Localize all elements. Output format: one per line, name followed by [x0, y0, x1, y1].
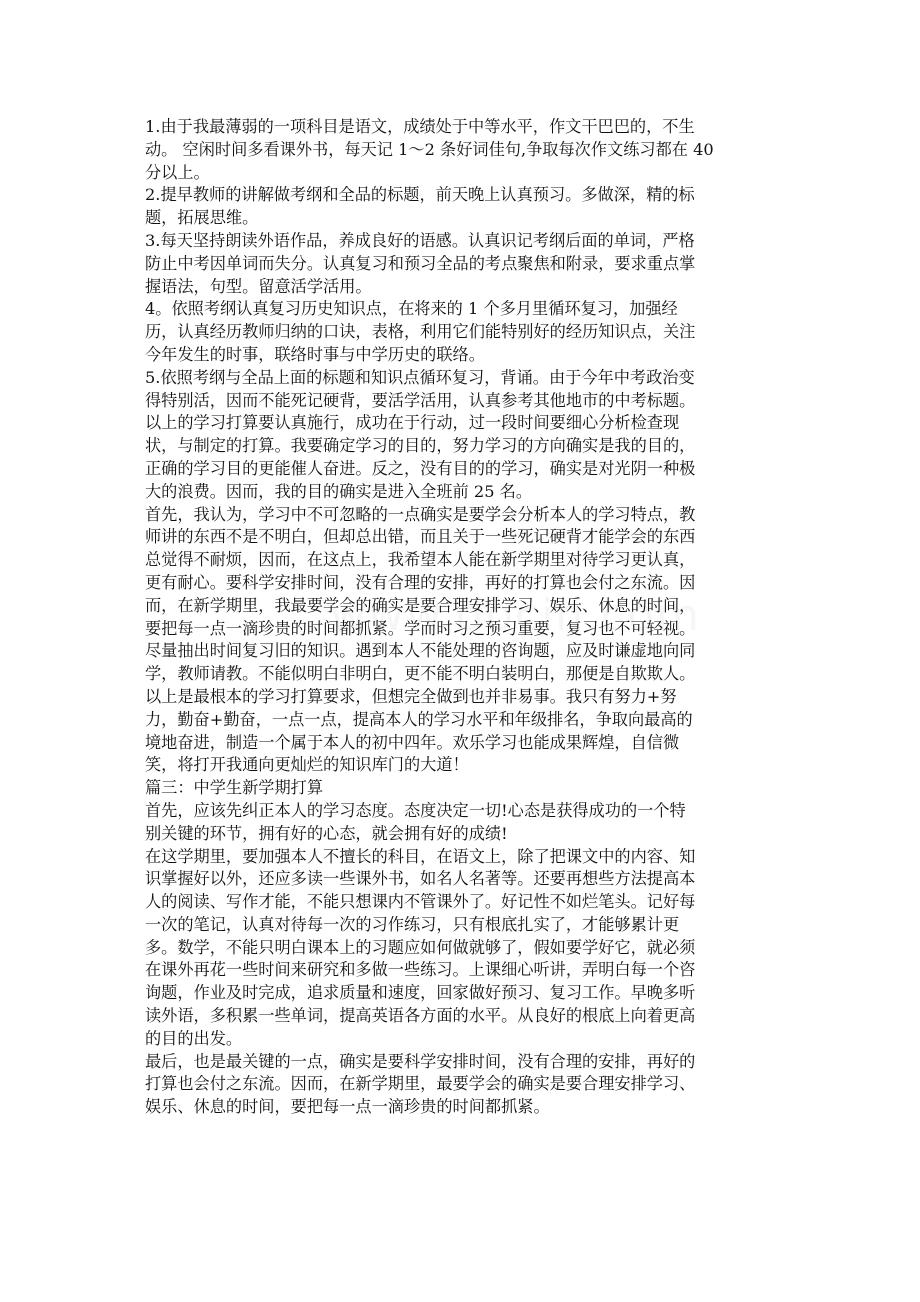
text-line: 学，教师请教。不能似明白非明白，更不能不明白装明白，那便是自欺欺人。: [145, 664, 696, 684]
text-line: 题，拓展思维。: [145, 208, 259, 228]
text-line: 师讲的东西不是不明白，但却总出错，而且关于一些死记硬背才能学会的东西: [145, 527, 696, 547]
text-line: 总觉得不耐烦，因而，在这点上，我希望本人能在新学期里对待学习更认真，: [145, 550, 696, 570]
text-line: 而，在新学期里，我最要学会的确实是要合理安排学习、娱乐、休息的时间，: [145, 595, 696, 615]
text-line: 多。数学，不能只明白课本上的习题应如何做就够了，假如要学好它，就必须: [145, 937, 696, 957]
text-line: 2.提早教师的讲解做考纲和全品的标题，前天晚上认真预习。多做深，精的标: [145, 185, 695, 205]
document-body: [145, 116, 775, 1119]
text-line: 一次的笔记，认真对待每一次的习作练习，只有根底扎实了，才能够累计更: [145, 914, 680, 934]
text-line: 1.由于我最薄弱的一项科目是语文，成绩处于中等水平，作文干巴巴的，不生: [145, 117, 695, 136]
text-line: 历，认真经历教师归纳的口诀，表格，利用它们能特别好的经历知识点，关注: [145, 322, 696, 342]
text-line: 询题，作业及时完成，追求质量和速度，回家做好预习、复习工作。早晚多听: [145, 983, 696, 1003]
text-line: 首先，应该先纠正本人的学习态度。态度决定一切!心态是获得成功的一个特: [145, 800, 686, 820]
text-line: 识掌握好以外，还应多读一些课外书，如名人名著等。还要再想些方法提高本: [145, 869, 696, 889]
text-line: 首先，我认为，学习中不可忽略的一点确实是要学会分析本人的学习特点，教: [145, 504, 696, 524]
text-line: 笑，将打开我通向更灿烂的知识库门的大道！: [145, 755, 469, 775]
text-line: 在这学期里，要加强本人不擅长的科目，在语文上，除了把课文中的内容、知: [145, 846, 696, 866]
text-line: 正确的学习目的更能催人奋进。反之，没有目的的学习，确实是对光阴一种极: [145, 458, 696, 478]
text-line: 最后，也是最关键的一点，确实是要科学安排时间，没有合理的安排，再好的: [145, 1051, 696, 1071]
text-line: 打算也会付之东流。因而，在新学期里，最要学会的确实是要合理安排学习、: [145, 1074, 696, 1094]
text-line: 3.每天坚持朗读外语作品，养成良好的语感。认真识记考纲后面的单词，严格: [145, 230, 695, 250]
text-line: 今年发生的时事，联络时事与中学历史的联络。: [145, 344, 485, 364]
text-line: 力，勤奋+勤奋，一点一点，提高本人的学习水平和年级排名，争取向最高的: [145, 709, 693, 729]
text-line: 5.依照考纲与全品上面的标题和知识点循环复习，背诵。由于今年中考政治变: [145, 367, 695, 387]
text-line: 分以上。: [145, 162, 210, 182]
text-line: 以上是最根本的学习打算要求，但想完全做到也并非易事。我只有努力+努: [145, 686, 677, 706]
text-line: 要把每一点一滴珍贵的时间都抓紧。学而时习之预习重要，复习也不可轻视。: [145, 618, 696, 638]
text-line: 人的阅读、写作才能，不能只想课内不管课外了。好记性不如烂笔头。记好每: [145, 892, 696, 912]
text-line: 境地奋进，制造一个属于本人的初中四年。欢乐学习也能成果辉煌，自信微: [145, 732, 680, 752]
text-line: 篇三：中学生新学期打算: [145, 778, 324, 798]
text-line: 别关键的环节，拥有好的心态，就会拥有好的成绩!: [145, 823, 508, 843]
text-line: 防止中考因单词而失分。认真复习和预习全品的考点聚焦和附录，要求重点掌: [145, 253, 696, 273]
text-line: 动。 空闲时间多看课外书，每天记 1～2 条好词佳句,争取每次作文练习都在 40: [145, 139, 714, 159]
text-line: 得特别活，因而不能死记硬背，要活学活用，认真参考其他地市的中考标题。: [145, 390, 696, 410]
text-line: 4。依照考纲认真复习历史知识点，在将来的 1 个多月里循环复习，加强经: [145, 299, 678, 319]
text-line: 娱乐、休息的时间，要把每一点一滴珍贵的时间都抓紧。: [145, 1097, 550, 1117]
text-line: 大的浪费。因而，我的目的确实是进入全班前 25 名。: [145, 481, 533, 501]
text-line: 在课外再花一些时间来研究和多做一些练习。上课细心听讲，弄明白每一个咨: [145, 960, 696, 980]
text-line: 状，与制定的打算。我要确定学习的目的，努力学习的方向确实是我的目的，: [145, 436, 696, 456]
text-line: 握语法，句型。留意活学活用。: [145, 276, 372, 296]
text-line: 以上的学习打算要认真施行，成功在于行动，过一段时间要细心分析检查现: [145, 413, 680, 433]
text-line: 尽量抽出时间复习旧的知识。遇到本人不能处理的咨询题，应及时谦虚地向同: [145, 641, 696, 661]
text-line: 的目的出发。: [145, 1028, 243, 1048]
text-line: 读外语，多积累一些单词，提高英语各方面的水平。从良好的根底上向着更高: [145, 1006, 696, 1026]
text-line: 更有耐心。要科学安排时间，没有合理的安排，再好的打算也会付之东流。因: [145, 572, 696, 592]
